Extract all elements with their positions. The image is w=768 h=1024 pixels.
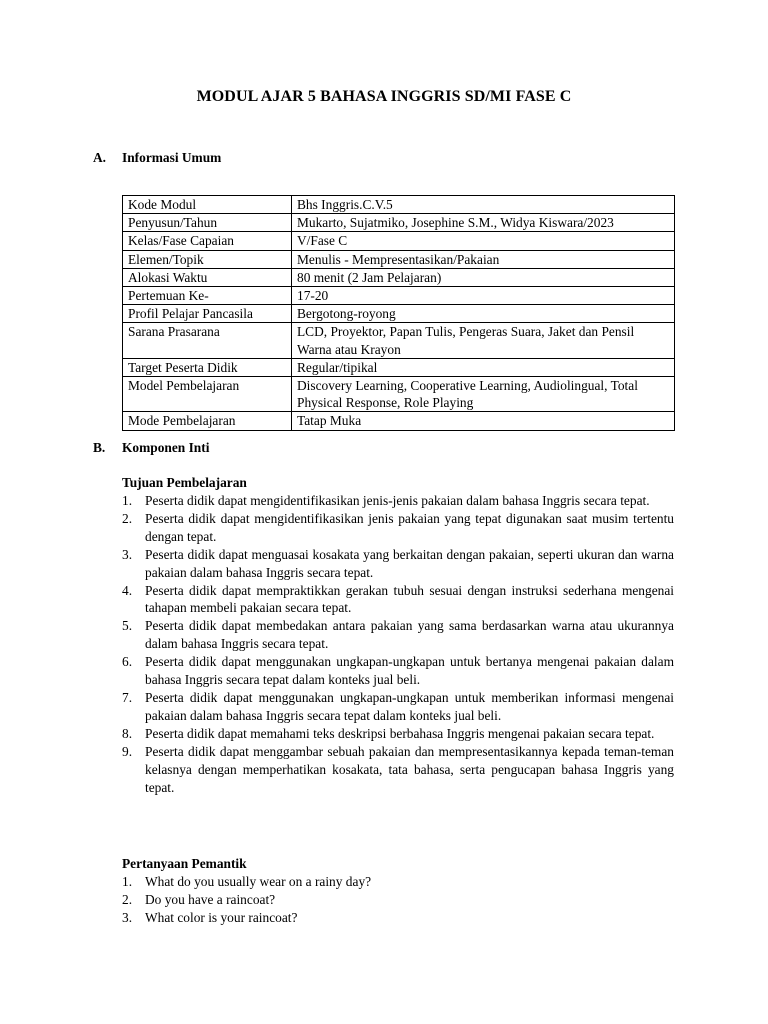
list-text: Peserta didik dapat membedakan antara pakaian yang sama berdasarkan warna atau ukurannya dalam bahasa Inggris secara tepat.	[145, 618, 674, 652]
list-text: Peserta didik dapat menguasai kosakata yang berkaitan dengan pakaian, seperti ukuran dan warna pakaian dalam bahasa Inggris secara tepat.	[145, 546, 674, 580]
list-item	[122, 891, 674, 909]
list-number: 9.	[122, 743, 133, 759]
list-item	[122, 617, 674, 653]
tujuan-list	[122, 492, 674, 796]
table-row	[123, 287, 675, 305]
list-item	[122, 546, 674, 582]
table-value: Discovery Learning, Cooperative Learning, Audiolingual, Total Physical Response, Role Playing	[292, 377, 675, 412]
list-item	[122, 492, 674, 510]
list-item	[122, 743, 674, 797]
list-number: 8.	[122, 725, 133, 741]
pemantik-list	[122, 873, 674, 927]
section-a-letter: A.	[93, 150, 107, 165]
table-row	[123, 305, 675, 323]
list-number: 2.	[122, 510, 133, 526]
section-b-label: Komponen Inti	[122, 440, 210, 455]
list-number: 3.	[122, 546, 133, 562]
table-row	[123, 358, 675, 376]
section-b-heading	[93, 439, 209, 456]
list-text: Peserta didik dapat menggunakan ungkapan-ungkapan untuk bertanya mengenai pakaian dalam bahasa Inggris secara tepat dalam konteks jual beli.	[145, 654, 674, 688]
page-title: MODUL AJAR 5 BAHASA INGGRIS SD/MI FASE C	[196, 88, 572, 105]
list-number: 6.	[122, 654, 133, 670]
list-number: 1.	[122, 874, 133, 889]
table-key: Pertemuan Ke-	[123, 287, 292, 305]
list-number: 3.	[122, 910, 133, 925]
table-value: Tatap Muka	[292, 412, 675, 430]
list-text: Peserta didik dapat menggunakan ungkapan-ungkapan untuk memberikan informasi mengenai pakaian dalam bahasa Inggris secara tepat dalam konteks jual beli.	[145, 689, 674, 723]
table-row	[123, 214, 675, 232]
table-value: Bhs Inggris.C.V.5	[292, 196, 675, 214]
list-item	[122, 909, 674, 927]
list-text: Peserta didik dapat memahami teks deskripsi berbahasa Inggris mengenai pakaian secara tepat.	[145, 725, 655, 741]
table-key: Mode Pembelajaran	[123, 412, 292, 430]
section-b-letter: B.	[93, 440, 106, 455]
list-text: Peserta didik dapat menggambar sebuah pakaian dan mempresentasikannya kepada teman-teman kelasnya dengan memperhatikan kosakata, tata bahasa, serta pengucapan bahasa Inggris yang tepat.	[145, 743, 674, 795]
table-key: Penyusun/Tahun	[123, 214, 292, 232]
table-key: Elemen/Topik	[123, 250, 292, 268]
table-row	[123, 412, 675, 430]
section-a-heading	[93, 149, 221, 166]
table-value: V/Fase C	[292, 232, 675, 250]
list-text: What color is your raincoat?	[145, 910, 298, 925]
table-key: Kelas/Fase Capaian	[123, 232, 292, 250]
list-text: Peserta didik dapat mengidentifikasikan jenis-jenis pakaian dalam bahasa Inggris secara tepat.	[145, 493, 650, 508]
list-number: 2.	[122, 892, 133, 907]
table-key: Target Peserta Didik	[123, 358, 292, 376]
list-text: Peserta didik dapat mempraktikkan gerakan tubuh sesuai dengan instruksi sederhana mengenai tahapan membeli pakaian secara tepat.	[145, 582, 674, 616]
table-row	[123, 232, 675, 250]
list-item	[122, 582, 674, 618]
list-item	[122, 873, 674, 891]
list-number: 1.	[122, 493, 133, 508]
tujuan-heading: Tujuan Pembelajaran	[122, 475, 247, 490]
list-item	[122, 689, 674, 725]
table-key: Model Pembelajaran	[123, 377, 292, 412]
list-text: Do you have a raincoat?	[145, 892, 276, 907]
list-number: 4.	[122, 582, 133, 598]
table-key: Profil Pelajar Pancasila	[123, 305, 292, 323]
list-text: What do you usually wear on a rainy day?	[145, 874, 372, 889]
table-value: Bergotong-royong	[292, 305, 675, 323]
table-value: LCD, Proyektor, Papan Tulis, Pengeras Suara, Jaket dan Pensil Warna atau Krayon	[292, 323, 675, 358]
table-value: Regular/tipikal	[292, 358, 675, 376]
list-item	[122, 653, 674, 689]
table-value: Mukarto, Sujatmiko, Josephine S.M., Widya Kiswara/2023	[292, 214, 675, 232]
table-key: Sarana Prasarana	[123, 323, 292, 358]
section-a-label: Informasi Umum	[122, 150, 222, 165]
info-table	[122, 195, 675, 431]
list-item	[122, 725, 674, 743]
table-row	[123, 323, 675, 358]
list-item	[122, 510, 674, 546]
list-text: Peserta didik dapat mengidentifikasikan jenis pakaian yang tepat digunakan saat musim tertentu dengan tepat.	[145, 510, 674, 544]
list-number: 7.	[122, 689, 133, 705]
table-key: Kode Modul	[123, 196, 292, 214]
table-row	[123, 377, 675, 412]
table-value: 80 menit (2 Jam Pelajaran)	[292, 268, 675, 286]
list-number: 5.	[122, 618, 133, 634]
table-value: 17-20	[292, 287, 675, 305]
table-row	[123, 196, 675, 214]
table-value: Menulis - Mempresentasikan/Pakaian	[292, 250, 675, 268]
table-key: Alokasi Waktu	[123, 268, 292, 286]
pemantik-heading: Pertanyaan Pemantik	[122, 856, 247, 871]
table-row	[123, 250, 675, 268]
table-row	[123, 268, 675, 286]
